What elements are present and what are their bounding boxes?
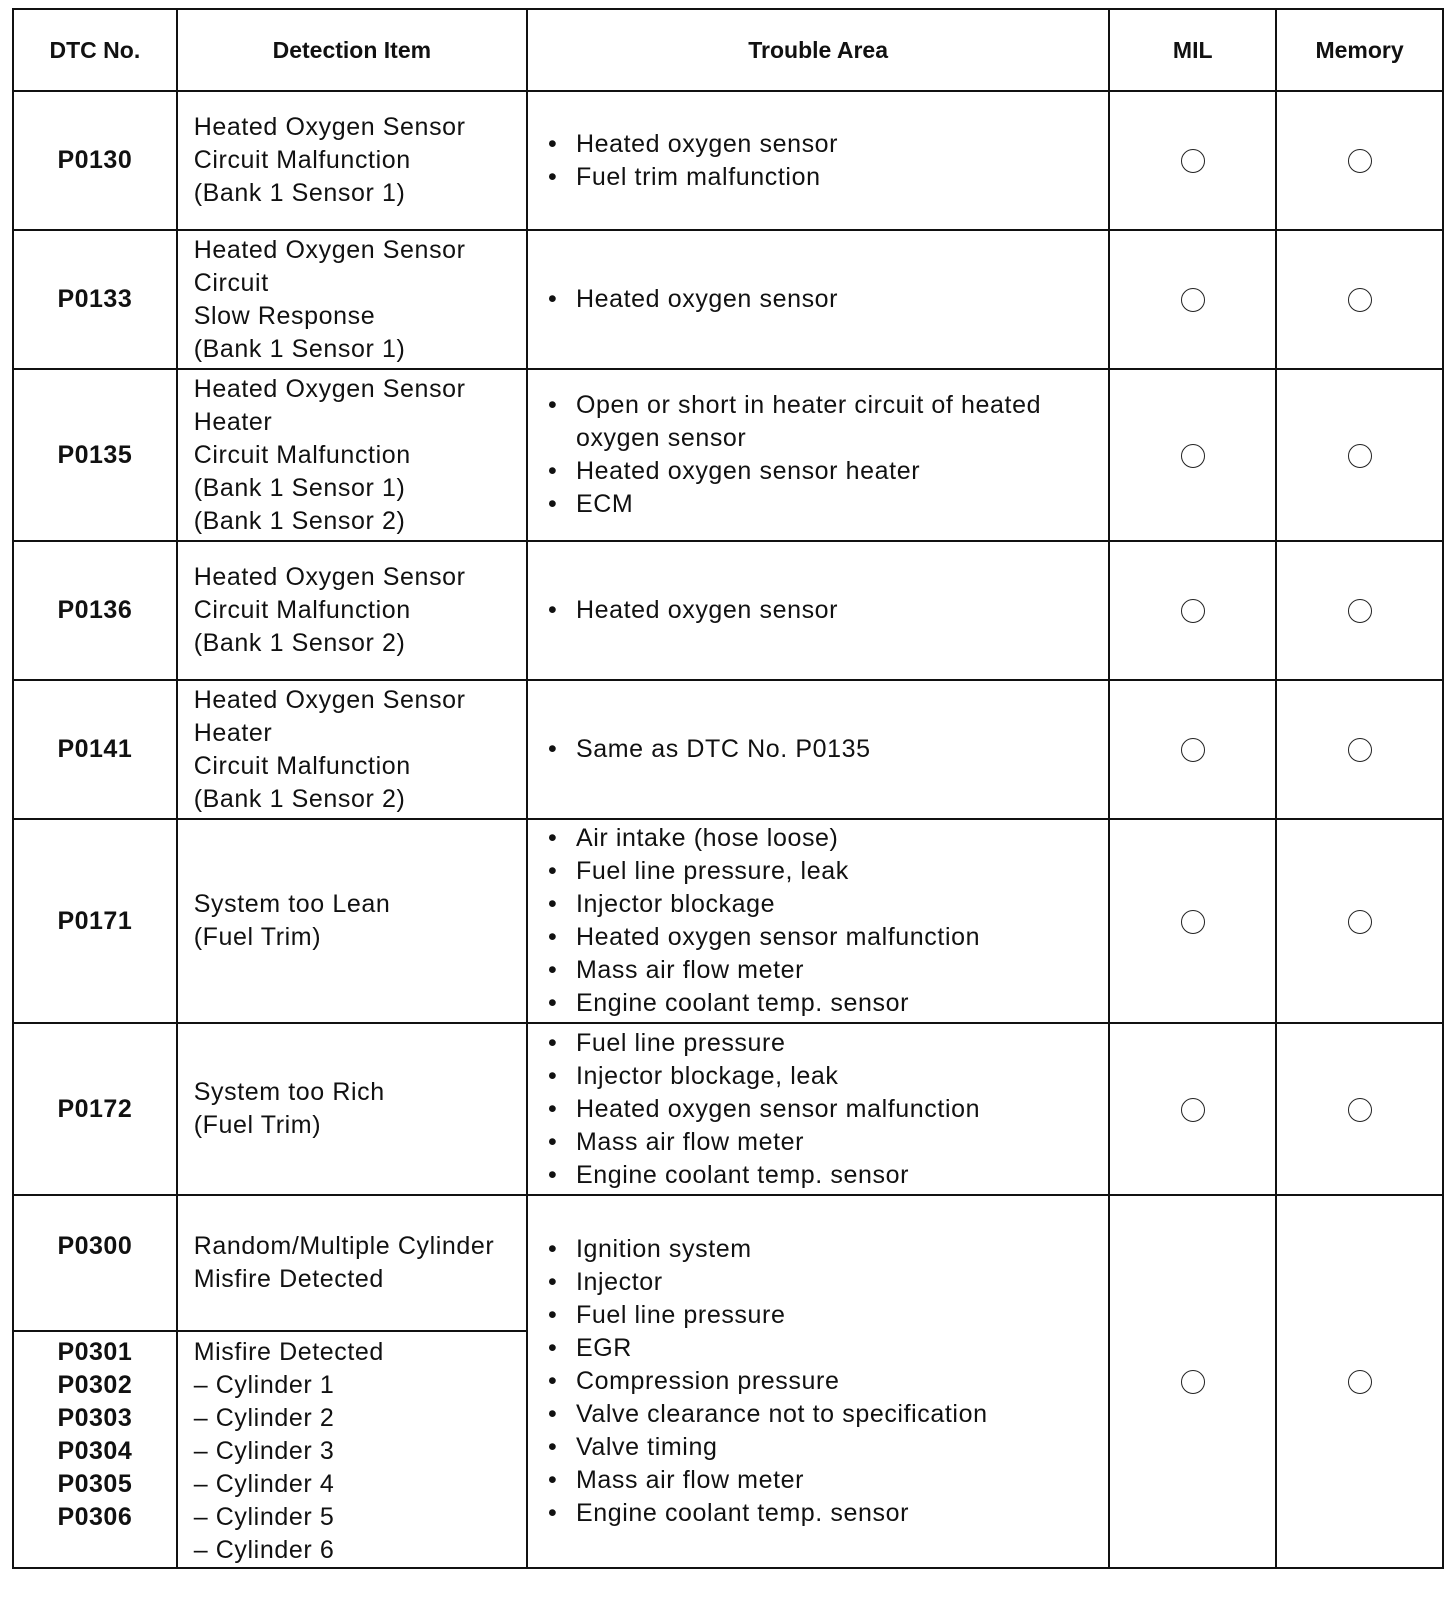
bullet-icon: • bbox=[547, 1301, 558, 1329]
misfire-trouble-list bbox=[546, 1233, 1108, 1530]
dtc-number: P0304 bbox=[57, 1437, 133, 1465]
trouble-item-text: ECM bbox=[575, 490, 634, 518]
dtc-table-container bbox=[12, 8, 1444, 1569]
trouble-item bbox=[546, 1093, 1108, 1126]
detection-item-line: Slow Response bbox=[193, 301, 376, 330]
memory-indicator bbox=[1276, 230, 1443, 369]
trouble-item bbox=[546, 128, 1108, 161]
detection-item-line: Heated Oxygen Sensor bbox=[193, 374, 466, 403]
trouble-item-text: Engine coolant temp. sensor bbox=[575, 989, 910, 1017]
detection-item-line: Circuit bbox=[193, 268, 269, 297]
trouble-item-text: Engine coolant temp. sensor bbox=[575, 1499, 910, 1527]
bullet-icon: • bbox=[547, 1028, 558, 1057]
circle-mark-icon bbox=[1348, 599, 1372, 623]
bullet-icon: • bbox=[547, 1268, 558, 1296]
circle-mark-icon bbox=[1181, 1370, 1205, 1394]
detection-item bbox=[177, 541, 527, 680]
detection-item-line: System too Rich bbox=[193, 1078, 385, 1106]
table-row-p0135 bbox=[13, 369, 1443, 541]
trouble-item-text: Mass air flow meter bbox=[575, 1466, 805, 1494]
row-trouble-list bbox=[546, 283, 1108, 316]
memory-indicator bbox=[1276, 369, 1443, 541]
header-trouble-area: Trouble Area bbox=[527, 9, 1109, 91]
trouble-item-text: Injector blockage bbox=[575, 890, 776, 918]
dtc-number: P0133 bbox=[13, 230, 177, 369]
trouble-item-text: Injector bbox=[575, 1268, 663, 1296]
dtc-number: P0303 bbox=[57, 1404, 133, 1432]
detection-item-line: – Cylinder 2 bbox=[193, 1404, 335, 1432]
circle-mark-icon bbox=[1181, 738, 1205, 762]
detection-item-line: Heated Oxygen Sensor bbox=[193, 685, 466, 714]
bullet-icon: • bbox=[547, 1061, 558, 1090]
trouble-item bbox=[546, 1332, 1108, 1365]
circle-mark-icon bbox=[1181, 599, 1205, 623]
row-trouble-list bbox=[546, 594, 1108, 627]
bullet-icon: • bbox=[547, 1499, 558, 1527]
trouble-item bbox=[546, 1126, 1108, 1159]
trouble-item-text: EGR bbox=[575, 1334, 632, 1362]
trouble-item-text: Heated oxygen sensor heater bbox=[575, 457, 921, 485]
trouble-item-text: Valve clearance not to specification bbox=[575, 1400, 988, 1428]
trouble-item-text: Heated oxygen sensor malfunction bbox=[575, 923, 981, 951]
bullet-icon: • bbox=[547, 391, 558, 419]
detection-item-line: Circuit Malfunction bbox=[193, 596, 411, 624]
bullet-icon: • bbox=[547, 490, 558, 518]
detection-item bbox=[177, 91, 527, 230]
bullet-icon: • bbox=[547, 1334, 558, 1362]
detection-item bbox=[177, 230, 527, 369]
trouble-item bbox=[546, 733, 1108, 766]
header-dtc-no: DTC No. bbox=[13, 9, 177, 91]
circle-mark-icon bbox=[1348, 149, 1372, 173]
detection-item-line: System too Lean bbox=[193, 890, 391, 918]
bullet-icon: • bbox=[547, 1094, 558, 1123]
header-mil: MIL bbox=[1109, 9, 1276, 91]
detection-item-line: Heater bbox=[193, 407, 273, 436]
table-row-p0141 bbox=[13, 680, 1443, 819]
detection-item bbox=[177, 819, 527, 1023]
trouble-item bbox=[546, 1060, 1108, 1093]
trouble-item bbox=[546, 1497, 1108, 1530]
memory-indicator bbox=[1276, 91, 1443, 230]
dtc-number: P0130 bbox=[13, 91, 177, 230]
trouble-item bbox=[546, 1464, 1108, 1497]
trouble-item bbox=[546, 161, 1108, 194]
trouble-area bbox=[527, 230, 1109, 369]
bullet-icon: • bbox=[547, 162, 558, 191]
bullet-icon: • bbox=[547, 824, 558, 852]
detection-item-line: (Bank 1 Sensor 1) bbox=[193, 179, 406, 207]
dtc-number: P0301 bbox=[57, 1338, 133, 1366]
row-trouble-list bbox=[546, 1027, 1108, 1192]
memory-indicator bbox=[1276, 1195, 1443, 1568]
trouble-item-text: Open or short in heater circuit of heated oxygen sensor bbox=[575, 391, 1042, 452]
header-detection-item: Detection Item bbox=[177, 9, 527, 91]
bullet-icon: • bbox=[547, 129, 558, 158]
trouble-item bbox=[546, 1365, 1108, 1398]
table-row-p0172 bbox=[13, 1023, 1443, 1195]
trouble-item bbox=[546, 1027, 1108, 1060]
header-row bbox=[13, 9, 1443, 91]
detection-item bbox=[177, 680, 527, 819]
detection-item-line: – Cylinder 4 bbox=[193, 1470, 335, 1498]
row-trouble-list bbox=[546, 389, 1108, 521]
trouble-area bbox=[527, 1195, 1109, 1568]
circle-mark-icon bbox=[1348, 1370, 1372, 1394]
detection-item-line: – Cylinder 1 bbox=[193, 1371, 335, 1399]
trouble-item-text: Valve timing bbox=[575, 1433, 718, 1461]
mil-indicator bbox=[1109, 541, 1276, 680]
detection-item-line: – Cylinder 5 bbox=[193, 1503, 335, 1531]
trouble-item-text: Mass air flow meter bbox=[575, 1127, 805, 1156]
detection-item bbox=[177, 1331, 527, 1568]
mil-indicator bbox=[1109, 91, 1276, 230]
circle-mark-icon bbox=[1348, 1098, 1372, 1122]
trouble-item bbox=[546, 987, 1108, 1020]
bullet-icon: • bbox=[547, 1466, 558, 1494]
trouble-item-text: Heated oxygen sensor bbox=[575, 285, 839, 313]
detection-item-line: (Fuel Trim) bbox=[193, 1111, 322, 1139]
memory-indicator bbox=[1276, 819, 1443, 1023]
trouble-item bbox=[546, 855, 1108, 888]
detection-item-line: (Fuel Trim) bbox=[193, 923, 322, 951]
trouble-item bbox=[546, 1159, 1108, 1192]
detection-item bbox=[177, 1195, 527, 1331]
row-trouble-list bbox=[546, 822, 1108, 1020]
bullet-icon: • bbox=[547, 1235, 558, 1263]
trouble-item-text: Engine coolant temp. sensor bbox=[575, 1160, 910, 1189]
bullet-icon: • bbox=[547, 1367, 558, 1395]
table-row-p0136 bbox=[13, 541, 1443, 680]
detection-item-line: (Bank 1 Sensor 2) bbox=[193, 506, 406, 535]
circle-mark-icon bbox=[1348, 738, 1372, 762]
bullet-icon: • bbox=[547, 457, 558, 485]
dtc-number: P0306 bbox=[57, 1503, 133, 1531]
mil-indicator bbox=[1109, 1195, 1276, 1568]
memory-indicator bbox=[1276, 1023, 1443, 1195]
detection-item-line: (Bank 1 Sensor 1) bbox=[193, 473, 406, 502]
detection-item-line: – Cylinder 6 bbox=[193, 1536, 335, 1564]
circle-mark-icon bbox=[1348, 910, 1372, 934]
detection-item bbox=[177, 1023, 527, 1195]
trouble-item-text: Mass air flow meter bbox=[575, 956, 805, 984]
trouble-item-text: Fuel line pressure, leak bbox=[575, 857, 849, 885]
trouble-item bbox=[546, 1398, 1108, 1431]
trouble-item bbox=[546, 389, 1108, 455]
trouble-item bbox=[546, 1299, 1108, 1332]
bullet-icon: • bbox=[547, 1433, 558, 1461]
trouble-item bbox=[546, 954, 1108, 987]
mil-indicator bbox=[1109, 369, 1276, 541]
trouble-area bbox=[527, 680, 1109, 819]
dtc-number-list bbox=[13, 1331, 177, 1568]
trouble-item-text: Heated oxygen sensor bbox=[575, 596, 839, 624]
trouble-item bbox=[546, 921, 1108, 954]
mil-indicator bbox=[1109, 819, 1276, 1023]
trouble-item bbox=[546, 594, 1108, 627]
trouble-area bbox=[527, 369, 1109, 541]
trouble-item-text: Compression pressure bbox=[575, 1367, 840, 1395]
trouble-item bbox=[546, 488, 1108, 521]
table-row-p0130 bbox=[13, 91, 1443, 230]
table-row-p0300 bbox=[13, 1195, 1443, 1331]
row-trouble-list bbox=[546, 733, 1108, 766]
mil-indicator bbox=[1109, 680, 1276, 819]
detection-item-line: (Bank 1 Sensor 2) bbox=[193, 784, 406, 813]
bullet-icon: • bbox=[547, 596, 558, 624]
circle-mark-icon bbox=[1348, 444, 1372, 468]
bullet-icon: • bbox=[547, 1127, 558, 1156]
circle-mark-icon bbox=[1181, 444, 1205, 468]
detection-item-line: Heated Oxygen Sensor bbox=[193, 235, 466, 264]
detection-item-line: (Bank 1 Sensor 2) bbox=[193, 629, 406, 657]
circle-mark-icon bbox=[1181, 288, 1205, 312]
dtc-number: P0171 bbox=[13, 819, 177, 1023]
circle-mark-icon bbox=[1181, 910, 1205, 934]
detection-item-line: Heated Oxygen Sensor bbox=[193, 563, 466, 591]
detection-item-line: Circuit Malfunction bbox=[193, 751, 411, 780]
bullet-icon: • bbox=[547, 1400, 558, 1428]
detection-item-line: Circuit Malfunction bbox=[193, 440, 411, 469]
bullet-icon: • bbox=[547, 890, 558, 918]
trouble-item bbox=[546, 822, 1108, 855]
bullet-icon: • bbox=[547, 857, 558, 885]
row-trouble-list bbox=[546, 128, 1108, 194]
detection-item bbox=[177, 369, 527, 541]
trouble-item-text: Heated oxygen sensor bbox=[575, 129, 839, 158]
trouble-item bbox=[546, 455, 1108, 488]
bullet-icon: • bbox=[547, 923, 558, 951]
trouble-area bbox=[527, 819, 1109, 1023]
detection-item-line: Circuit Malfunction bbox=[193, 146, 411, 174]
dtc-number: P0136 bbox=[13, 541, 177, 680]
detection-item-line: Misfire Detected bbox=[193, 1265, 384, 1293]
table-row-p0171 bbox=[13, 819, 1443, 1023]
dtc-number: P0302 bbox=[57, 1371, 133, 1399]
bullet-icon: • bbox=[547, 285, 558, 313]
trouble-item-text: Fuel trim malfunction bbox=[575, 162, 821, 191]
trouble-item bbox=[546, 1431, 1108, 1464]
mil-indicator bbox=[1109, 230, 1276, 369]
circle-mark-icon bbox=[1348, 288, 1372, 312]
detection-item-line: Misfire Detected bbox=[193, 1338, 384, 1366]
trouble-item bbox=[546, 1266, 1108, 1299]
trouble-item-text: Air intake (hose loose) bbox=[575, 824, 839, 852]
trouble-item-text: Heated oxygen sensor malfunction bbox=[575, 1094, 981, 1123]
circle-mark-icon bbox=[1181, 149, 1205, 173]
trouble-area bbox=[527, 1023, 1109, 1195]
trouble-item-text: Injector blockage, leak bbox=[575, 1061, 839, 1090]
table-row-p0133 bbox=[13, 230, 1443, 369]
trouble-area bbox=[527, 91, 1109, 230]
dtc-number: P0300 bbox=[13, 1195, 177, 1331]
detection-item-line: – Cylinder 3 bbox=[193, 1437, 335, 1465]
dtc-number: P0135 bbox=[13, 369, 177, 541]
detection-item-line: (Bank 1 Sensor 1) bbox=[193, 334, 406, 363]
detection-item-line: Heater bbox=[193, 718, 273, 747]
trouble-item-text: Same as DTC No. P0135 bbox=[575, 735, 871, 763]
dtc-number: P0172 bbox=[13, 1023, 177, 1195]
dtc-number: P0305 bbox=[57, 1470, 133, 1498]
dtc-table bbox=[12, 8, 1444, 1569]
trouble-item-text: Fuel line pressure bbox=[575, 1301, 786, 1329]
bullet-icon: • bbox=[547, 956, 558, 984]
trouble-item-text: Ignition system bbox=[575, 1235, 752, 1263]
bullet-icon: • bbox=[547, 1160, 558, 1189]
header-memory: Memory bbox=[1276, 9, 1443, 91]
trouble-item bbox=[546, 1233, 1108, 1266]
circle-mark-icon bbox=[1181, 1098, 1205, 1122]
trouble-item bbox=[546, 888, 1108, 921]
memory-indicator bbox=[1276, 680, 1443, 819]
detection-item-line: Random/Multiple Cylinder bbox=[193, 1232, 495, 1260]
trouble-area bbox=[527, 541, 1109, 680]
mil-indicator bbox=[1109, 1023, 1276, 1195]
bullet-icon: • bbox=[547, 735, 558, 763]
dtc-number: P0141 bbox=[13, 680, 177, 819]
trouble-item-text: Fuel line pressure bbox=[575, 1028, 786, 1057]
trouble-item bbox=[546, 283, 1108, 316]
memory-indicator bbox=[1276, 541, 1443, 680]
detection-item-line: Heated Oxygen Sensor bbox=[193, 113, 466, 141]
bullet-icon: • bbox=[547, 989, 558, 1017]
